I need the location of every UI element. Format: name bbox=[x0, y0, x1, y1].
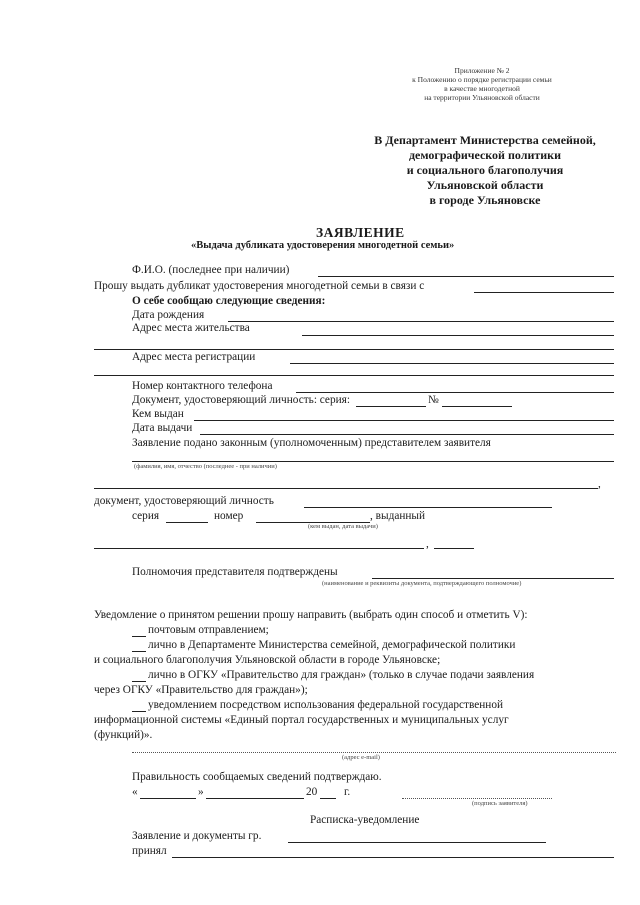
notification-intro: Уведомление о принятом решении прошу направить (выбрать один способ и отметить V): bbox=[94, 609, 528, 621]
appendix-ref: к Положению о порядке регистрации семьи bbox=[412, 75, 552, 84]
birth-date-label: Дата рождения bbox=[132, 309, 205, 321]
rep-issued-comma: , bbox=[426, 538, 429, 550]
rep-issued-label: , выданный bbox=[370, 510, 426, 522]
issue-date-label: Дата выдачи bbox=[132, 422, 193, 434]
signature-caption: (подпись заявителя) bbox=[472, 800, 528, 807]
appendix-number: Приложение № 2 bbox=[454, 66, 510, 75]
phone-line[interactable] bbox=[296, 392, 614, 393]
receipt-accepted-label: принял bbox=[132, 845, 167, 857]
rep-issued-date-line[interactable] bbox=[434, 548, 474, 549]
powers-caption: (наименование и реквизиты документа, подтверждающего полномочие) bbox=[322, 580, 522, 587]
option-portal-label-cont: информационной системы «Единый портал государственных и муниципальных услуг bbox=[94, 714, 509, 726]
addressee-line: демографической политики bbox=[408, 148, 562, 162]
rep-issued-line[interactable] bbox=[94, 548, 424, 549]
fio-input-line[interactable] bbox=[318, 276, 614, 277]
rep-id-doc-label: документ, удостоверяющий личность bbox=[94, 495, 274, 507]
representative-fio-line[interactable] bbox=[132, 461, 614, 462]
appendix-ref: на территории Ульяновской области bbox=[424, 93, 540, 102]
residence-line-2[interactable] bbox=[94, 349, 614, 350]
option-portal-label-end: (функций)». bbox=[94, 729, 153, 741]
email-caption: (адрес e-mail) bbox=[342, 754, 380, 761]
receipt-docs-line[interactable] bbox=[288, 842, 546, 843]
rep-series-label: серия bbox=[132, 510, 160, 522]
option-ogku-checkbox[interactable] bbox=[132, 681, 146, 682]
id-doc-label: Документ, удостоверяющий личность: серия: bbox=[132, 394, 350, 406]
option-department-checkbox[interactable] bbox=[132, 651, 146, 652]
date-day-line[interactable] bbox=[140, 798, 196, 799]
option-department-label: лично в Департаменте Министерства семейной, демографической политики bbox=[148, 639, 516, 651]
birth-date-line[interactable] bbox=[228, 321, 614, 322]
document-subtitle: «Выдача дубликата удостоверения многодетной семьи» bbox=[191, 240, 455, 251]
line-end-comma: , bbox=[598, 478, 601, 490]
registration-line-2[interactable] bbox=[94, 375, 614, 376]
residence-line[interactable] bbox=[302, 335, 614, 336]
signature-line[interactable] bbox=[402, 798, 552, 799]
rep-issued-caption: (кем выдан, дата выдачи) bbox=[308, 523, 378, 530]
representative-statement: Заявление подано законным (уполномоченным) представителем заявителя bbox=[132, 437, 491, 449]
receipt-title: Расписка-уведомление bbox=[310, 814, 420, 826]
date-month-line[interactable] bbox=[206, 798, 304, 799]
year-suffix: г. bbox=[344, 786, 351, 798]
request-label: Прошу выдать дубликат удостоверения многодетной семьи в связи с bbox=[94, 280, 425, 292]
about-header: О себе сообщаю следующие сведения: bbox=[132, 295, 326, 307]
id-series-line[interactable] bbox=[356, 406, 426, 407]
option-department-label-cont: и социального благополучия Ульяновской области в городе Ульяновске; bbox=[94, 654, 441, 666]
email-line[interactable] bbox=[132, 752, 616, 753]
powers-line[interactable] bbox=[372, 578, 614, 579]
addressee-line: и социального благополучия bbox=[406, 163, 564, 177]
date-year-line[interactable] bbox=[320, 798, 336, 799]
representative-fio-caption: (фамилия, имя, отчество (последнее - при наличии) bbox=[134, 463, 277, 470]
document-title: ЗАЯВЛЕНИЕ bbox=[316, 225, 405, 240]
rep-series-line[interactable] bbox=[166, 522, 208, 523]
issued-by-line[interactable] bbox=[194, 420, 614, 421]
year-prefix: 20 bbox=[306, 786, 318, 798]
issued-by-label: Кем выдан bbox=[132, 408, 184, 420]
appendix-ref: в качестве многодетной bbox=[444, 84, 520, 93]
addressee-block bbox=[355, 133, 615, 208]
residence-label: Адрес места жительства bbox=[132, 322, 250, 334]
rep-number-label: номер bbox=[214, 510, 244, 522]
addressee-line: Ульяновской области bbox=[426, 178, 544, 192]
quote-open: « bbox=[132, 786, 138, 798]
registration-line[interactable] bbox=[290, 363, 614, 364]
issue-date-line[interactable] bbox=[200, 434, 614, 435]
addressee-line: В Департамент Министерства семейной, bbox=[374, 133, 596, 147]
representative-fio-line-2[interactable] bbox=[94, 488, 598, 489]
option-mail-checkbox[interactable] bbox=[132, 636, 146, 637]
receipt-docs-label: Заявление и документы гр. bbox=[132, 830, 262, 842]
addressee-line: в городе Ульяновске bbox=[429, 193, 541, 207]
option-portal-label: уведомлением посредством использования федеральной государственной bbox=[148, 699, 504, 711]
appendix-block bbox=[392, 66, 572, 102]
request-reason-line[interactable] bbox=[474, 292, 614, 293]
powers-label: Полномочия представителя подтверждены bbox=[132, 566, 338, 578]
phone-label: Номер контактного телефона bbox=[132, 380, 273, 392]
quote-close: » bbox=[198, 786, 204, 798]
rep-id-doc-line[interactable] bbox=[304, 507, 552, 508]
fio-label: Ф.И.О. (последнее при наличии) bbox=[132, 264, 290, 276]
option-mail-label: почтовым отправлением; bbox=[148, 624, 269, 636]
option-portal-checkbox[interactable] bbox=[132, 711, 146, 712]
registration-label: Адрес места регистрации bbox=[132, 351, 256, 363]
number-sign: № bbox=[428, 394, 439, 406]
option-ogku-label-cont: через ОГКУ «Правительство для граждан»); bbox=[94, 684, 308, 696]
confirmation-text: Правильность сообщаемых сведений подтверждаю. bbox=[132, 771, 382, 783]
option-ogku-label: лично в ОГКУ «Правительство для граждан» (только в случае подачи заявления bbox=[148, 669, 535, 681]
receipt-accepted-line[interactable] bbox=[172, 857, 614, 858]
id-number-line[interactable] bbox=[442, 406, 512, 407]
